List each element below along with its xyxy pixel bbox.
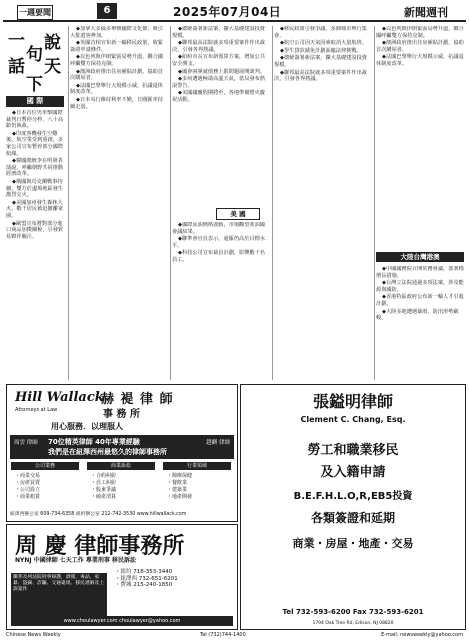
list-item: ・醫療保健 — [167, 473, 193, 479]
news-item: ◆日本首位男拳擊國際裁判日暫停分秒，八十高齡仍執裁。 — [6, 110, 64, 130]
news-item: ◆科技公司宣布裁員計劃，影響數千名員工。 — [172, 250, 265, 263]
ad-list-1 — [15, 473, 40, 501]
ad-tab-industries: 行業領域 — [163, 462, 231, 470]
ad-offices — [115, 569, 178, 589]
ad-service-4: 各類簽證和延期 — [310, 511, 395, 525]
news-item: ◆澳洲政府推出住房補貼計劃，協助首次購屋者。 — [70, 68, 163, 82]
list-item: ・建築業 — [167, 487, 188, 493]
ad-title: 張鎰明律師 — [312, 392, 393, 411]
ad-address: 1794 Oak Tree Rd, Edison, NJ 08820 — [312, 621, 394, 626]
news-item: ◆台灣立法院通過多項法案，涉及能源與國防。 — [376, 280, 464, 293]
list-item: ・合約糾紛 — [91, 473, 117, 479]
page-number: 6 — [97, 3, 117, 19]
news-item: ◆總統簽署新法案，擴大基礎建設投資規模。 — [172, 26, 265, 39]
ad-phone[interactable]: Tel 732-593-6200 Fax 732-593-6201 — [282, 608, 424, 616]
news-item: ◆國際原油價格波動，市場觀望產油國會議結果。 — [172, 222, 265, 235]
news-item: ◆聯邦最高法院就多項重要案件作出裁決，引發各界熱議。 — [172, 40, 265, 53]
ad-list-2 — [91, 473, 116, 501]
ad-firm: 事 務 所 — [103, 409, 140, 420]
logo-char: 句 — [26, 45, 43, 65]
office-line: ・紐澤西 732-651-6201 — [115, 575, 178, 582]
news-item: ◆韓國總統李在明發表演說，呼籲朝野共同推動經濟改革。 — [6, 158, 64, 178]
ad-firm-english: Hill Wallack — [15, 390, 104, 405]
news-column-2 — [70, 26, 168, 380]
ad-clement-chang[interactable] — [240, 384, 466, 630]
attorney-left: 周雲 律師 — [14, 440, 38, 446]
footer-publication: Chinese News Weekly — [6, 632, 61, 638]
banner-subline: 我們是在紐澤西州最悠久的律師事務所 — [48, 448, 167, 456]
news-item: ◆印度客機發生空難後，航空業受到重創，多家公司宣布暫停部分國際航線。 — [6, 130, 64, 157]
ad-list-3 — [167, 473, 192, 501]
section-tag-us: 美 國 — [216, 208, 260, 220]
ad-service-5: 商業・房屋・地產・交易 — [292, 537, 414, 550]
section-tag-international: 國 際 — [6, 96, 64, 107]
news-item: ◆加拿大多倫多舉辦國際文化節，吸引大批遊客參加。 — [70, 26, 163, 39]
ad-banner — [10, 435, 234, 459]
list-item: ・餐飲業 — [167, 480, 188, 486]
news-item: ◆法國巴黎舉行大規模示威，抗議退休制度改革。 — [376, 54, 464, 67]
news-item: ◆美國國慶假期將至，各地準備煙火慶祝活動。 — [172, 90, 265, 103]
footer-email[interactable]: E-mail: newsweekly@yahoo.com — [381, 632, 463, 638]
list-item: ・地產開發 — [167, 494, 193, 500]
column-divider — [374, 26, 375, 380]
ad-website[interactable]: www.choulawyer.com choulawyer@yahoo.com — [11, 616, 233, 626]
news-item: ◆日本央行維持利率不變，日圓匯率持續走弱。 — [70, 96, 163, 110]
news-column-3 — [172, 26, 270, 206]
section-label: 一週要聞 — [17, 5, 53, 20]
ad-chou-law[interactable] — [6, 524, 238, 630]
office-line: ・紐約 718-353-3440 — [115, 569, 173, 575]
column-divider — [170, 26, 171, 380]
logo-char: 天 — [44, 57, 61, 77]
news-item: ◆美國加州發生森林大火，數千居民被迫撤離家園。 — [6, 199, 64, 219]
ad-title: 周 慶 律師事務所 — [15, 533, 185, 559]
news-item: ◆移民政策引發爭議，多個城市舉行集會。 — [274, 26, 367, 39]
news-item: ◆總統簽署新法案，擴大基礎建設投資規模。 — [274, 55, 367, 68]
ad-services: 聯邦及州法院刑事辯護，酒駕、毒品、家暴、盜竊、詐騙、交通違規、移民遞解及上訴案件 — [11, 573, 107, 617]
news-column-4 — [274, 26, 372, 380]
column-logo — [6, 26, 62, 94]
news-item: ◆航空公司因天氣因素取消大量航班。 — [280, 40, 367, 47]
ad-contact: 紐澤西辦公室 609-734-6358 紐約辦公室 212-742-3530 www.hillwallack.com — [10, 512, 187, 517]
news-item: ◆歐盟宣布將對部分進口商品加徵關稅，引發貿易夥伴關注。 — [6, 220, 64, 240]
list-item: ・商業租賃 — [15, 494, 41, 500]
list-item: ・房產買賣 — [15, 480, 41, 486]
news-item: ◆聯準會官員表示，通脹仍高於目標水平。 — [172, 236, 265, 249]
news-item: ◆中國國務院召開常務會議，部署穩增長措施。 — [376, 266, 464, 279]
news-column-1 — [6, 110, 66, 380]
publication-section: 新聞週刊 — [404, 6, 448, 19]
ad-hill-wallack[interactable] — [6, 384, 238, 522]
footer-phone: Tel (732)744-1400 — [200, 632, 246, 638]
office-line: ・費城 215-240-1850 — [115, 582, 173, 588]
news-item: ◆法國巴黎舉行大規模示威，抗議退休制度改革。 — [70, 82, 163, 96]
list-item: ・股東爭議 — [91, 487, 117, 493]
news-item: ◆學生貸款減免計劃面臨法律挑戰。 — [280, 47, 362, 54]
news-item: ◆俄國與烏克蘭戰事持續，雙方於邊境地區發生激烈交火。 — [6, 178, 64, 199]
list-item: ・商業交易 — [15, 473, 41, 479]
logo-char: 一 — [8, 31, 25, 51]
news-item: ◆多州遭遇極端高溫天氣，當局發布熱浪警告。 — [172, 76, 265, 89]
ad-service-2: 及入籍申請 — [320, 465, 386, 480]
ad-slogan: 用心服務．以理服人 — [51, 422, 123, 431]
news-column-5 — [376, 26, 464, 252]
banner-headline: 70位精英律師 40年專業經驗 — [48, 438, 140, 446]
news-item: ◆澳洲政府推出住房補貼計劃，協助首次購屋者。 — [376, 40, 464, 53]
page-header — [3, 3, 466, 21]
logo-char: 說 — [44, 33, 61, 53]
ad-service-1: 勞工和職業移民 — [307, 443, 399, 458]
news-column-3b — [172, 222, 270, 380]
news-item: ◆英國首相宣布新一輪移民政策，收緊簽證申請條件。 — [70, 40, 163, 53]
ad-tab-litigation: 商業訴訟 — [87, 462, 155, 470]
ad-firm-sub: Attorneys at Law — [15, 407, 58, 413]
news-item: ◆大陸多地遭遇暴雨，防汛形勢嚴峻。 — [376, 308, 459, 322]
news-item: ◆香港特區政府公布新一輪人才引進計劃。 — [376, 294, 464, 307]
header-rule — [3, 20, 466, 22]
issue-date: 2025年07月04日 — [173, 5, 282, 19]
news-item: ◆以色列與伊朗緊張局勢升溫，聯合國呼籲雙方保持克制。 — [70, 54, 163, 67]
list-item: ・破產清算 — [91, 494, 117, 500]
news-item: ◆紐約市長宣布新預算方案，增加公共安全開支。 — [172, 54, 265, 67]
logo-char: 下 — [26, 75, 43, 95]
attorney-right: 趙麒 律師 — [206, 440, 230, 446]
ad-service-3: B.E.F.H.L.O,R,EB5投資 — [293, 491, 413, 502]
column-divider — [272, 26, 273, 380]
section-tag-china: 大陸台灣港澳 — [376, 252, 464, 262]
news-item: ◆聯邦最高法院就多項重要案件作出裁決，引發各界熱議。 — [274, 69, 367, 83]
list-item: ・員工糾紛 — [91, 480, 117, 486]
ad-english-name: Clement C. Chang, Esq. — [300, 415, 406, 424]
column-divider — [68, 26, 69, 380]
ad-title: 赫 褆 律 師 — [101, 392, 174, 407]
logo-char: 話 — [8, 57, 25, 77]
news-item: ◆國會兩黨就債務上限問題展開談判。 — [178, 68, 265, 75]
ad-tab-corporate: 公司業務 — [11, 462, 79, 470]
news-item: ◆以色列與伊朗緊張局勢升溫，聯合國呼籲雙方保持克制。 — [376, 26, 464, 39]
ad-tagline: NYNJ 中國律師 七天工作 專業刑事 移民訴訟 — [15, 557, 136, 564]
news-column-5b — [376, 266, 464, 380]
list-item: ・公司設立 — [15, 487, 41, 493]
